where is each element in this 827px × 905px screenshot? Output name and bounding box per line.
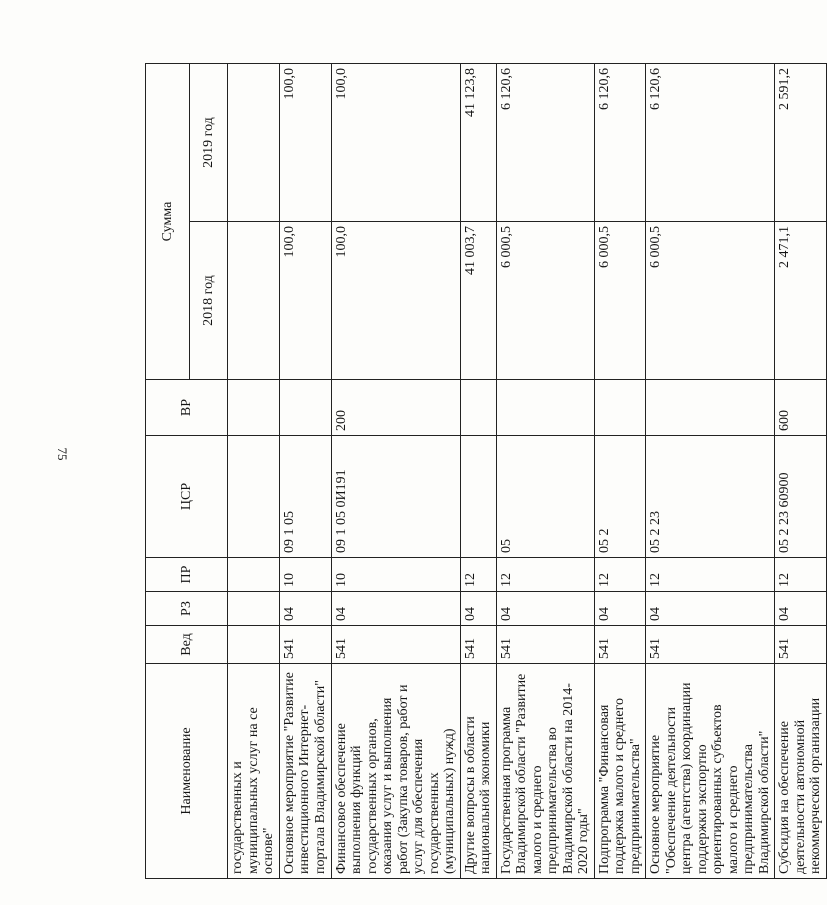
rotated-table-container — [145, 64, 823, 879]
cell-vr — [460, 380, 496, 436]
header-vr: ВР — [146, 380, 228, 436]
cell-name: государственных и муниципальных услуг на се основе" — [228, 664, 280, 879]
page-number: 75 — [55, 447, 70, 461]
cell-pr: 12 — [646, 558, 775, 592]
cell-csr: 09 1 05 0И191 — [331, 436, 460, 558]
cell-vr — [279, 380, 331, 436]
cell-2018 — [228, 222, 280, 380]
cell-ved: 541 — [331, 626, 460, 664]
cell-name: Субсидия на обеспечение деятельности автономной некоммерческой организации — [775, 664, 827, 879]
cell-2019: 41 123,8 — [460, 64, 496, 222]
cell-pr: 10 — [331, 558, 460, 592]
table-row — [496, 64, 594, 879]
cell-ved: 541 — [496, 626, 594, 664]
cell-csr: 05 2 23 60900 — [775, 436, 827, 558]
cell-csr: 05 2 — [594, 436, 646, 558]
cell-csr: 05 2 23 — [646, 436, 775, 558]
table-row — [594, 64, 646, 879]
table-row — [228, 64, 280, 879]
cell-ved: 541 — [460, 626, 496, 664]
cell-csr — [228, 436, 280, 558]
cell-2019: 100,0 — [279, 64, 331, 222]
cell-rz: 04 — [331, 592, 460, 626]
cell-vr — [594, 380, 646, 436]
cell-csr: 09 1 05 — [279, 436, 331, 558]
header-year-2018: 2018 год — [190, 222, 228, 380]
cell-pr: 12 — [775, 558, 827, 592]
cell-vr: 600 — [775, 380, 827, 436]
cell-rz: 04 — [496, 592, 594, 626]
cell-rz: 04 — [279, 592, 331, 626]
cell-ved: 541 — [646, 626, 775, 664]
cell-2019: 6 120,6 — [646, 64, 775, 222]
header-csr: ЦСР — [146, 436, 228, 558]
cell-2018: 6 000,5 — [496, 222, 594, 380]
table-row — [775, 64, 827, 879]
cell-pr: 12 — [460, 558, 496, 592]
cell-ved: 541 — [775, 626, 827, 664]
cell-name: Основное мероприятие "Развитие инвестиционного Интернет-портала Владимирской области" — [279, 664, 331, 879]
header-pr: ПР — [146, 558, 228, 592]
cell-csr: 05 — [496, 436, 594, 558]
table-row — [331, 64, 460, 879]
cell-name: Финансовое обеспечение выполнения функций государственных органов, оказания услуг и выполнения работ (Закупка товаров, работ и услуг для обеспечения государственных (муниципальных) нужд) — [331, 664, 460, 879]
cell-2019 — [228, 64, 280, 222]
cell-pr — [228, 558, 280, 592]
header-year-2019: 2019 год — [190, 64, 228, 222]
cell-csr — [460, 436, 496, 558]
cell-ved — [228, 626, 280, 664]
cell-2018: 2 471,1 — [775, 222, 827, 380]
table-row — [279, 64, 331, 879]
cell-2018: 6 000,5 — [594, 222, 646, 380]
cell-2019: 100,0 — [331, 64, 460, 222]
cell-ved: 541 — [279, 626, 331, 664]
cell-ved: 541 — [594, 626, 646, 664]
cell-2018: 6 000,5 — [646, 222, 775, 380]
header-sum: Сумма — [146, 64, 190, 380]
header-rz: РЗ — [146, 592, 228, 626]
cell-pr: 10 — [279, 558, 331, 592]
cell-name: Другие вопросы в области национальной экономики — [460, 664, 496, 879]
cell-name: Государственная программа Владимирской области "Развитие малого и среднего предпринимательства во Владимирской области на 2014-2020 годы" — [496, 664, 594, 879]
cell-pr: 12 — [594, 558, 646, 592]
header-ved: Вед — [146, 626, 228, 664]
cell-rz: 04 — [460, 592, 496, 626]
table-row — [460, 64, 496, 879]
cell-rz: 04 — [646, 592, 775, 626]
cell-vr — [646, 380, 775, 436]
cell-rz: 04 — [775, 592, 827, 626]
cell-vr — [228, 380, 280, 436]
cell-rz: 04 — [594, 592, 646, 626]
table-row — [646, 64, 775, 879]
cell-name: Подпрограмма "Финансовая поддержка малого и среднего предпринимательства" — [594, 664, 646, 879]
cell-vr: 200 — [331, 380, 460, 436]
cell-rz — [228, 592, 280, 626]
cell-2019: 6 120,6 — [594, 64, 646, 222]
cell-vr — [496, 380, 594, 436]
cell-2018: 100,0 — [331, 222, 460, 380]
cell-2019: 6 120,6 — [496, 64, 594, 222]
header-name: Наименование — [146, 664, 228, 879]
cell-pr: 12 — [496, 558, 594, 592]
cell-2018: 100,0 — [279, 222, 331, 380]
cell-2018: 41 003,7 — [460, 222, 496, 380]
budget-table — [145, 63, 827, 879]
cell-2019: 2 591,2 — [775, 64, 827, 222]
cell-name: Основное мероприятие "Обеспечение деятельности центра (агентства) координации поддержки экспортно ориентированных субъектов малого и среднего предпринимательства Владимирской области" — [646, 664, 775, 879]
